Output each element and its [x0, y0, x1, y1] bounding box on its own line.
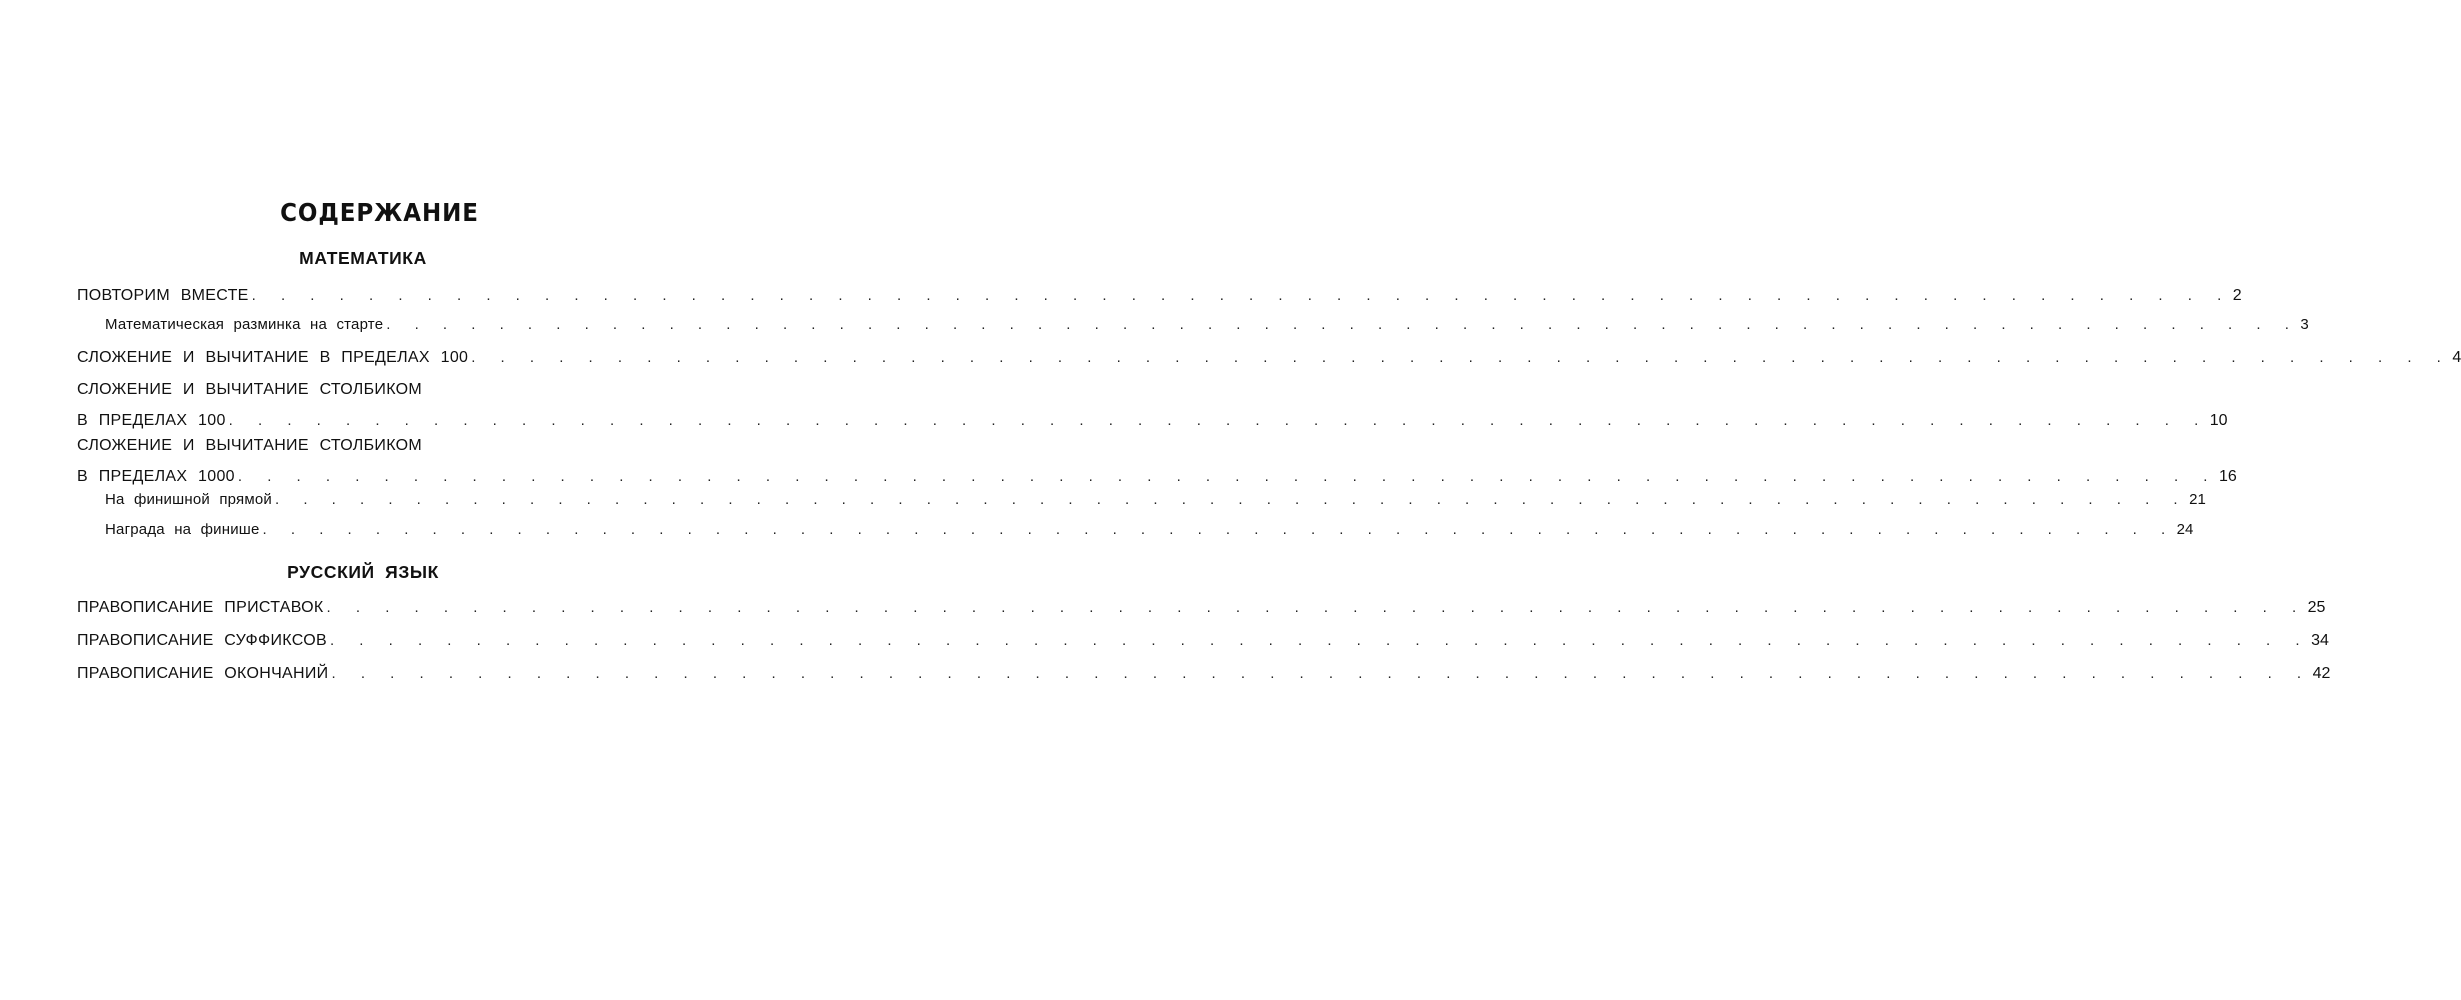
toc-page-number: 3 [2300, 316, 2309, 333]
dot-leader: . . . . . . . . . . . . . . . . . . . . . . . . . . . . . . . . . . . . . . . . . . . . . . . . . . . . . . . . . . . . . . . . . . . . [251, 287, 2229, 304]
toc-entry-addition-subtraction-100[interactable] [77, 348, 2461, 368]
toc-page-number: 25 [2307, 599, 2326, 616]
dot-leader: . . . . . . . . . . . . . . . . . . . . . . . . . . . . . . . . . . . . . . . . . . . . . . . . . . . . . . . . . . . . . . . . . . . . [237, 468, 2215, 485]
dot-leader: . . . . . . . . . . . . . . . . . . . . . . . . . . . . . . . . . . . . . . . . . . . . . . . . . . . . . . . . . . . . . . . . . . . . [386, 316, 2297, 333]
section-heading-russian-language: РУССКИЙ ЯЗЫК [287, 562, 439, 582]
toc-page-number: 10 [2209, 412, 2228, 429]
dot-leader: . . . . . . . . . . . . . . . . . . . . . . . . . . . . . . . . . . . . . . . . . . . . . . . . . . . . . . . . . . . . . . . . . . . . [228, 412, 2206, 429]
toc-entry-review-together[interactable] [77, 286, 2242, 306]
toc-entry-title: СЛОЖЕНИЕ И ВЫЧИТАНИЕ В ПРЕДЕЛАХ 100 [77, 349, 469, 366]
toc-page-number: 2 [2232, 287, 2242, 304]
toc-page-number: 24 [2176, 521, 2194, 538]
toc-entry-title: Математическая разминка на старте [105, 316, 384, 333]
toc-entry-title-line-2: В ПРЕДЕЛАХ 100 [77, 412, 226, 429]
toc-entry-ending-spelling[interactable] [77, 664, 2331, 684]
toc-entry-column-addition-100[interactable] [77, 380, 2228, 431]
dot-leader: . . . . . . . . . . . . . . . . . . . . . . . . . . . . . . . . . . . . . . . . . . . . . . . . . . . . . . . . . . . . . . . . . . . . [274, 491, 2186, 508]
toc-entry-title-line-2: В ПРЕДЕЛАХ 1000 [77, 468, 235, 485]
toc-entry-suffix-spelling[interactable] [77, 631, 2329, 651]
toc-entry-title-line-1: СЛОЖЕНИЕ И ВЫЧИТАНИЕ СТОЛБИКОМ [77, 381, 423, 398]
toc-entry-title: ПРАВОПИСАНИЕ ОКОНЧАНИЙ [77, 665, 329, 682]
toc-page-number: 21 [2189, 491, 2206, 508]
toc-entry-title-line-1: СЛОЖЕНИЕ И ВЫЧИТАНИЕ СТОЛБИКОМ [77, 437, 423, 454]
toc-entry-title: На финишной прямой [105, 491, 272, 508]
toc-entry-prefix-spelling[interactable] [77, 598, 2326, 618]
toc-page-number: 4 [2452, 349, 2461, 366]
toc-entry-title: ПРАВОПИСАНИЕ СУФФИКСОВ [77, 632, 327, 649]
section-heading-mathematics: МАТЕМАТИКА [299, 248, 427, 268]
toc-entry-title: ПОВТОРИМ ВМЕСТЕ [77, 287, 249, 304]
toc-page-number: 16 [2218, 468, 2237, 485]
toc-page-number: 42 [2312, 665, 2331, 682]
page-title: СОДЕРЖАНИЕ [280, 198, 479, 227]
toc-entry-column-addition-1000[interactable] [77, 436, 2237, 487]
dot-leader: . . . . . . . . . . . . . . . . . . . . . . . . . . . . . . . . . . . . . . . . . . . . . . . . . . . . . . . . . . . . . . . . . . . . [331, 665, 2309, 682]
toc-entry-finish-line[interactable] [105, 490, 2206, 510]
toc-entry-math-warmup[interactable] [105, 315, 2309, 335]
toc-entry-title: Награда на финише [105, 521, 260, 538]
dot-leader: . . . . . . . . . . . . . . . . . . . . . . . . . . . . . . . . . . . . . . . . . . . . . . . . . . . . . . . . . . . . . . . . . . . . [329, 632, 2308, 649]
toc-entry-reward-at-finish[interactable] [105, 520, 2194, 540]
dot-leader: . . . . . . . . . . . . . . . . . . . . . . . . . . . . . . . . . . . . . . . . . . . . . . . . . . . . . . . . . . . . . . . . . . . . [262, 521, 2173, 538]
dot-leader: . . . . . . . . . . . . . . . . . . . . . . . . . . . . . . . . . . . . . . . . . . . . . . . . . . . . . . . . . . . . . . . . . . . . [471, 349, 2449, 366]
dot-leader: . . . . . . . . . . . . . . . . . . . . . . . . . . . . . . . . . . . . . . . . . . . . . . . . . . . . . . . . . . . . . . . . . . . . [326, 599, 2304, 616]
toc-page-number: 34 [2311, 632, 2329, 649]
toc-entry-title: ПРАВОПИСАНИЕ ПРИСТАВОК [77, 599, 324, 616]
